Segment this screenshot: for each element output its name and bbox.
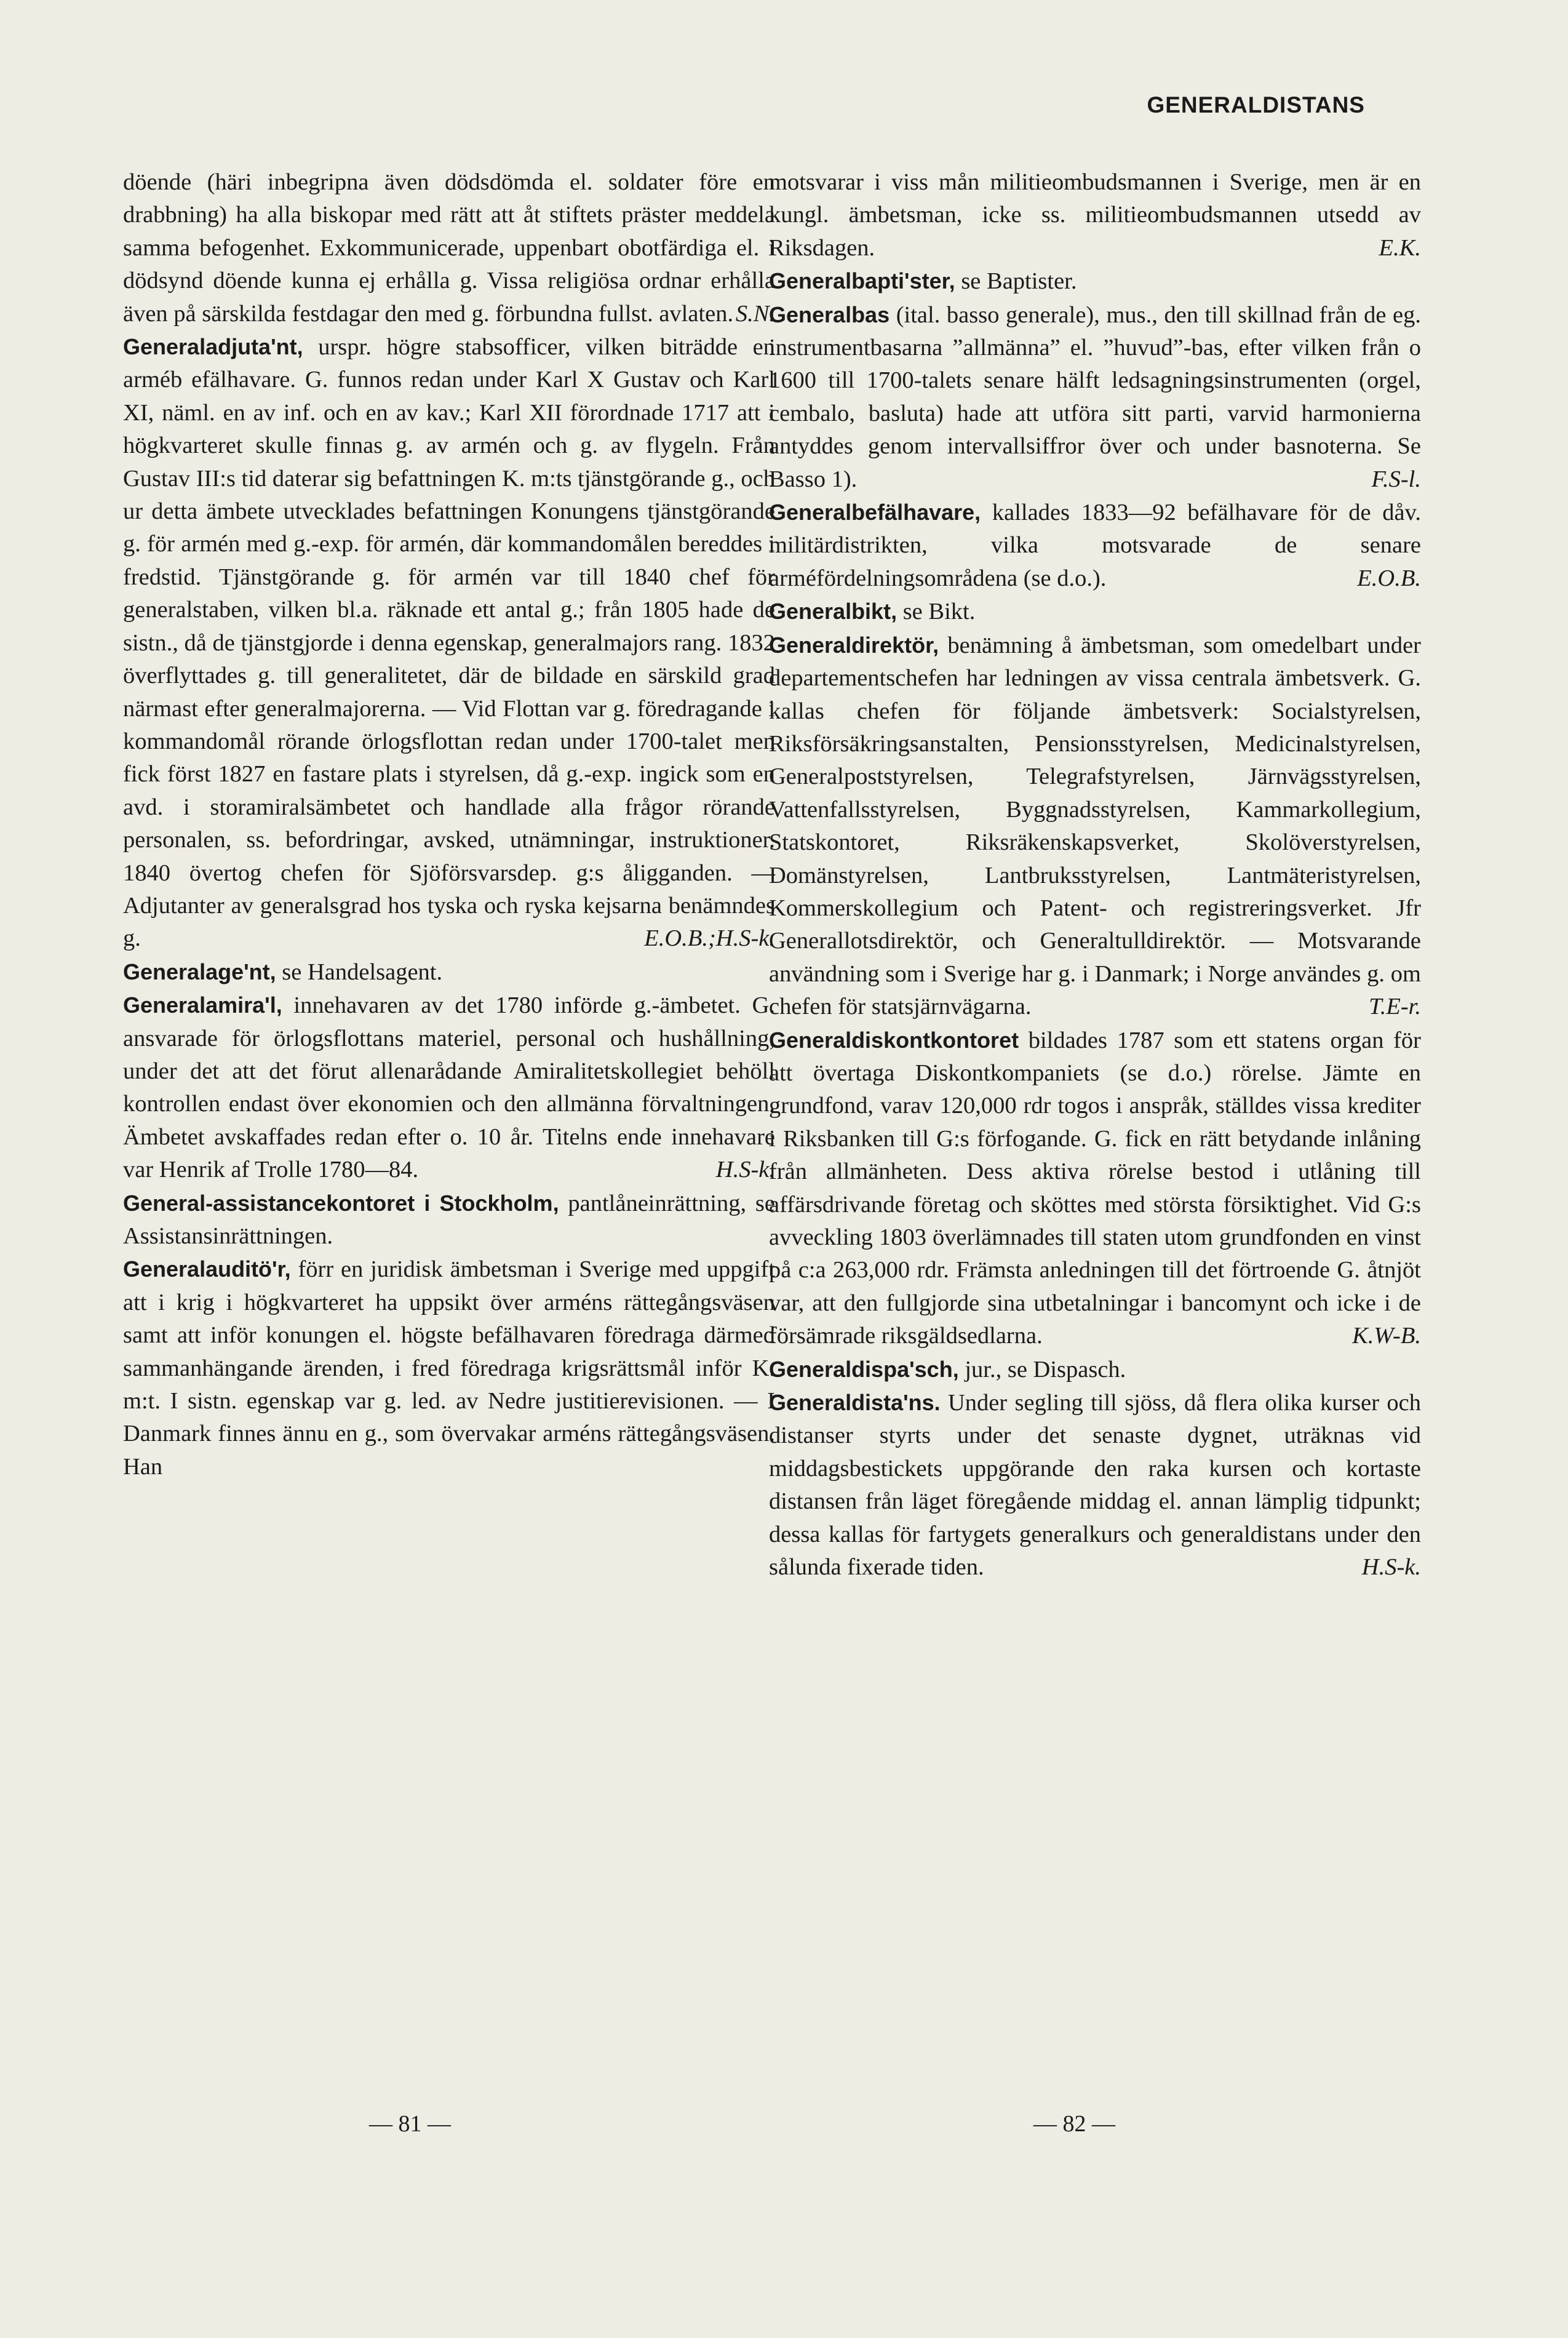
entry-text: se Baptister. <box>961 268 1077 295</box>
entry-headword: Generalbas <box>769 301 890 327</box>
dictionary-entry <box>769 1353 1421 1386</box>
dictionary-entry <box>769 166 1421 265</box>
dictionary-entry <box>123 989 775 1186</box>
page-number-right: — 82 — <box>1033 2111 1115 2137</box>
dictionary-entry <box>769 629 1421 1024</box>
dictionary-entry <box>769 496 1421 595</box>
author-signature: H.S-k. <box>715 1157 775 1183</box>
entry-text: motsvarar i viss mån militieombudsmannen i Sverige, men är en kungl. ämbetsman, icke ss. militieombudsmannen utsedd av Riksdagen. <box>769 169 1421 261</box>
entry-headword: Generalauditö'r, <box>123 1256 291 1282</box>
entry-text: se Bikt. <box>902 599 976 625</box>
entry-text: förr en juridisk ämbetsman i Sverige med uppgift att i krig i högkvarteret ha uppsikt över arméns rättegångsväsen samt att inför konungen el. högste befälhavaren föredraga därmed sammanhängande ärenden, i fred föredraga krigsrättsmål inför K. m:t. I sistn. egenskap var g. led. av Nedre justitierevisionen. — I Danmark finnes ännu en g., som övervakar arméns rättegångsväsen. Han <box>123 1256 776 1480</box>
author-signature: E.O.B. <box>1357 565 1421 591</box>
author-signature: F.S-l. <box>1371 466 1421 492</box>
entry-headword: Generalage'nt, <box>123 959 276 984</box>
entry-text: benämning å ämbetsman, som omedelbart under departementschefen har ledningen av vissa centrala ämbetsverk. G. kallas chefen för följande ämbetsverk: Socialstyrelsen, Riksförsäkringsanstalten, Pensionsstyrelsen, Medicinalstyrelsen, Generalpoststyrelsen, Telegrafstyrelsen, Järnvägsstyrelsen, Vattenfallsstyrelsen, Byggnadsstyrelsen, Kammarkollegium, Statskontoret, Riksräkenskapsverket, Skolöverstyrelsen, Domänstyrelsen, Lantbruksstyrelsen, Lantmäteristyrelsen, Kommerskollegium och Patent- och registreringsverket. Jfr Generallotsdirektör, och Generaltulldirektör. — Motsvarande användning som i Sverige har g. i Danmark; i Norge användes g. om chefen för statsjärnvägarna. <box>769 632 1421 1020</box>
author-signature: E.K. <box>1379 234 1421 261</box>
dictionary-entry <box>123 1253 775 1483</box>
author-signature: T.E-r. <box>1369 994 1421 1020</box>
author-signature: E.O.B.;H.S-k. <box>644 925 775 952</box>
entry-headword: Generalamira'l, <box>123 992 282 1018</box>
dictionary-entry <box>123 330 775 956</box>
right-column <box>769 166 1421 2080</box>
dictionary-entry <box>123 1187 775 1253</box>
entry-headword: General-assistancekontoret i Stockholm, <box>123 1190 559 1216</box>
entry-text: innehavaren av det 1780 införde g.-ämbetet. G. ansvarade för örlogsflottans materiel, personal och hushållning, under det att det förut allenarådande Amiralitetskollegiet behöll kontrollen endast över ekonomien och den allmänna förvaltningen. Ämbetet avskaffades redan efter o. 10 år. Titelns ende innehavare var Henrik af Trolle 1780—84. <box>123 992 775 1183</box>
author-signature: S.N. <box>735 300 775 327</box>
dictionary-entry <box>123 956 775 989</box>
entry-text: se Handelsagent. <box>282 959 443 985</box>
dictionary-entry <box>769 298 1421 496</box>
entry-headword: Generaladjuta'nt, <box>123 334 303 360</box>
author-signature: K.W-B. <box>1352 1323 1421 1349</box>
dictionary-entry <box>123 166 775 330</box>
entry-text: döende (häri inbegripna även dödsdömda el. soldater före en drabbning) ha alla biskopar med rätt att åt stiftets präster meddela samma befogenhet. Exkommunicerade, uppenbart obotfärdiga el. i dödsynd döende kunna ej erhålla g. Vissa religiösa ordnar erhålla även på särskilda festdagar den med g. förbundna fullst. avlaten. <box>123 169 775 327</box>
dictionary-entry <box>769 265 1421 298</box>
entry-text: jur., se Dispasch. <box>965 1356 1126 1382</box>
entry-headword: Generalbikt, <box>769 599 897 624</box>
left-column <box>123 166 775 2080</box>
page-number-left: — 81 — <box>369 2111 451 2137</box>
running-head: GENERALDISTANS <box>1147 92 1365 118</box>
dictionary-entry <box>769 1024 1421 1353</box>
dictionary-entry <box>769 595 1421 628</box>
entry-headword: Generaldista'ns. <box>769 1390 941 1416</box>
entry-text: urspr. högre stabsofficer, vilken biträdde en arméb efälhavare. G. funnos redan under Karl X Gustav och Karl XI, näml. en av inf. och en av kav.; Karl XII förordnade 1717 att i högkvarteret skulle finnas g. av armén och g. av flygeln. Från Gustav III:s tid daterar sig befattningen K. m:ts tjänstgörande g., och ur detta ämbete utvecklades befattningen Konungens tjänstgörande g. för armén med g.-exp. för armén, där kommandomålen bereddes i fredstid. Tjänstgörande g. för armén var till 1840 chef för generalstaben, vilken bl.a. räknade ett antal g.; från 1805 hade de sistn., då de tjänstgjorde i denna egenskap, generalmajors rang. 1832 överflyttades g. till generalitetet, där de bildade en särskild grad närmast efter generalmajorerna. — Vid Flottan var g. föredragande i kommandomål rörande örlogsflottan redan under 1700-talet men fick först 1827 en fastare plats i styrelsen, då g.-exp. ingick som en avd. i storamiralsämbetet och handlade alla frågor rörande personalen, ss. befordringar, avsked, utnämningar, instruktioner. 1840 övertog chefen för Sjöförsvarsdep. g:s åligganden. — Adjutanter av generalsgrad hos tyska och ryska kejsarna benämndes g. <box>123 334 776 952</box>
entry-headword: Generaldirektör, <box>769 632 939 658</box>
entry-headword: Generalbapti'ster, <box>769 268 955 294</box>
entry-headword: Generaldiskontkontoret <box>769 1027 1019 1053</box>
entry-text: Under segling till sjöss, då flera olika kurser och distanser styrts under det senaste dygnet, uträknas vid middagsbestickets uppgörande den raka kursen och kortaste distansen från läget föregående middag el. annan lämplig tidpunkt; dessa kallas för fartygets generalkurs och generaldistans under den sålunda fixerade tiden. <box>769 1390 1421 1581</box>
entry-text: (ital. basso generale), mus., den till skillnad från de eg. instrumentbasarna ”allmänna” el. ”huvud”-bas, efter vilken från o 1600 till 1700-talets senare hälft ledsagningsinstrumenten (orgel, cembalo, basluta) hade att utföra sitt parti, varvid harmonierna antyddes genom intervallsiffror över och under basnoterna. Se Basso 1). <box>769 301 1421 492</box>
dictionary-entry <box>769 1386 1421 1584</box>
author-signature: H.S-k. <box>1361 1554 1421 1581</box>
entry-text: bildades 1787 som ett statens organ för att övertaga Diskontkompaniets (se d.o.) rörelse. Jämte en grundfond, varav 120,000 rdr togos i anspråk, ställdes vissa krediter i Riksbanken till G:s förfogande. G. fick en rätt betydande inlåning från allmänheten. Dess aktiva rörelse bestod i utlåning till affärsdrivande företag och sköttes med största försiktighet. Vid G:s avveckling 1803 överlämnades till staten utom grundfonden en vinst på c:a 263,000 rdr. Främsta anledningen till det förtroende G. åtnjöt var, att den fullgjorde sina utbetalningar i bancomynt och icke i de försämrade riksgäldsedlarna. <box>769 1027 1422 1349</box>
entry-headword: Generaldispa'sch, <box>769 1356 959 1382</box>
entry-text: pantlåneinrättning, se Assistansinrättningen. <box>123 1190 775 1249</box>
entry-headword: Generalbefälhavare, <box>769 500 981 525</box>
entry-text: kallades 1833—92 befälhavare för de dåv. militärdistrikten, vilka motsvarade de senare arméfördelningsområdena (se d.o.). <box>769 500 1421 591</box>
